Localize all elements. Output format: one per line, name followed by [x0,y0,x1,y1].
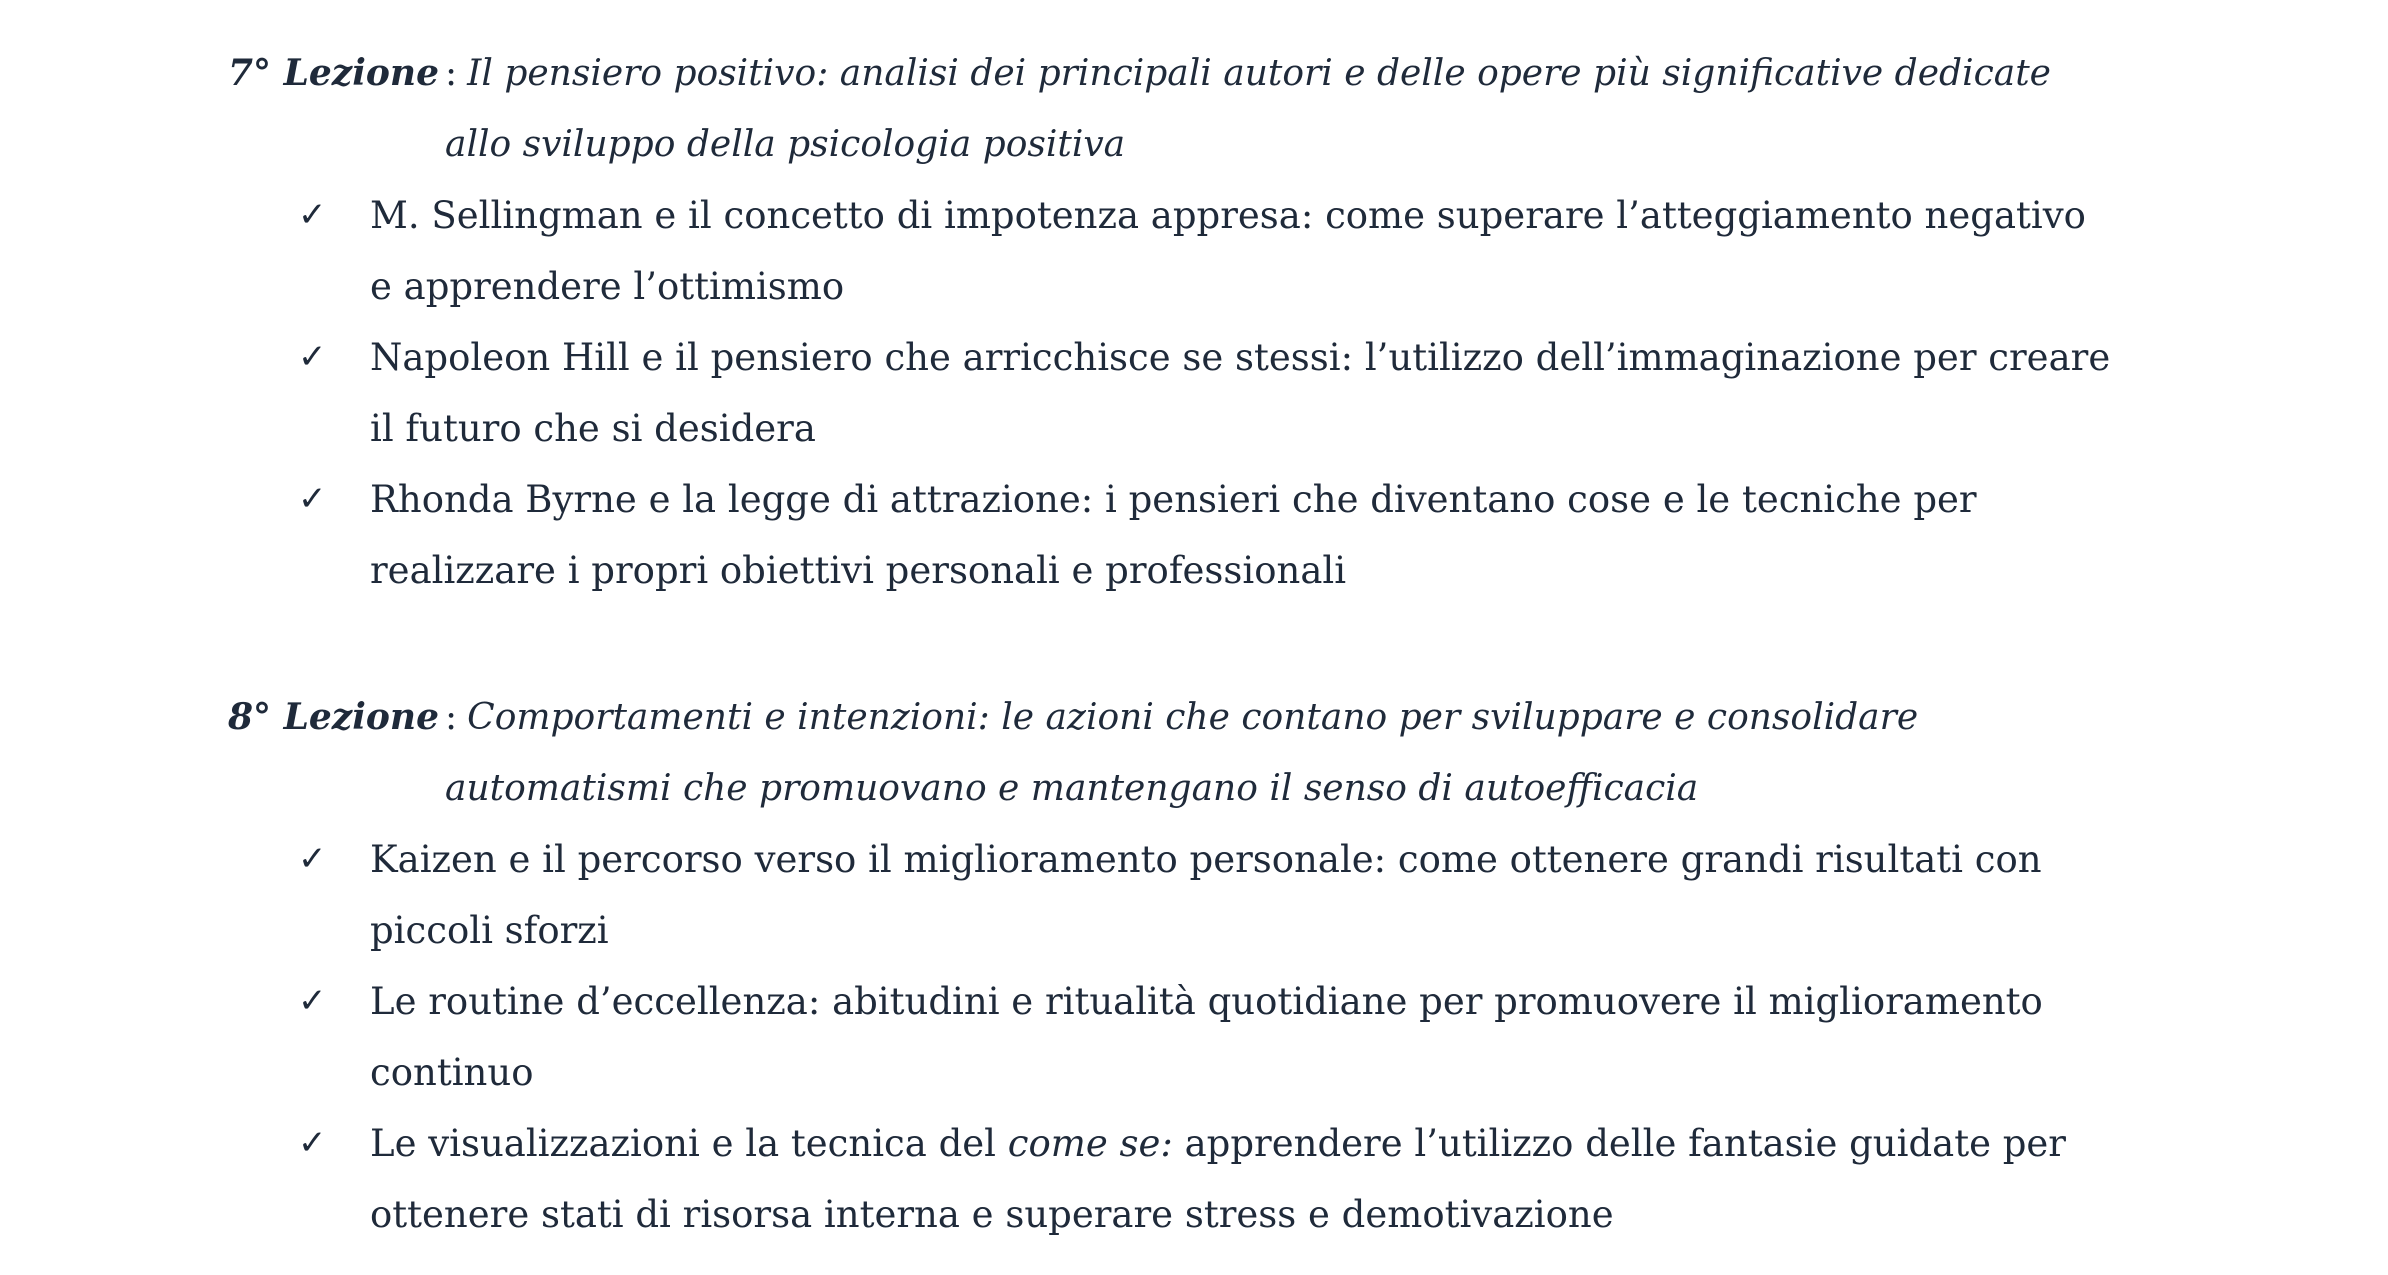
item-text-line1-post: apprendere l’utilizzo delle fantasie guidate per [1172,1122,2066,1165]
checkmark-icon: ✓ [298,479,327,519]
item-text-line2: ottenere stati di risorsa interna e superare stress e demotivazione [370,1193,1614,1236]
checkmark-icon: ✓ [298,839,327,879]
list-item [228,322,2320,464]
item-text-line2: e apprendere l’ottimismo [370,265,845,308]
item-text-line2: realizzare i propri obiettivi personali e professionali [370,549,1347,592]
lesson-title-line1: Il pensiero positivo: analisi dei principali autori e delle opere più significative dedicate [467,53,2051,94]
checkmark-icon: ✓ [298,1123,327,1163]
lesson-heading [228,38,2228,180]
item-text-line1: Kaizen e il percorso verso il miglioramento personale: come ottenere grandi risultati con [370,838,2042,881]
list-item [228,966,2320,1108]
lesson-separator: : [445,53,458,94]
item-text-line2: il futuro che si desidera [370,407,816,450]
list-item [228,1108,2320,1250]
checkmark-icon: ✓ [298,981,327,1021]
list-item [228,180,2320,322]
item-text-line1-pre: Le visualizzazioni e la tecnica del [370,1122,1008,1165]
lesson-8 [228,682,2228,1250]
lesson-number: 7° Lezione [228,52,440,94]
checkmark-icon: ✓ [298,337,327,377]
item-text-line2: continuo [370,1051,534,1094]
item-text-line1: Rhonda Byrne e la legge di attrazione: i pensieri che diventano cose e le tecniche per [370,478,1977,521]
lesson-heading [228,682,2228,824]
item-text-line1: Napoleon Hill e il pensiero che arricchisce se stessi: l’utilizzo dell’immaginazione per creare [370,336,2111,379]
lesson-7 [228,38,2228,606]
lesson-topic-list [228,824,2228,1250]
list-item [228,824,2320,966]
checkmark-icon: ✓ [298,195,327,235]
lesson-number: 8° Lezione [228,696,440,738]
item-text-emphasis: come se: [1007,1122,1173,1165]
item-text-line2: piccoli sforzi [370,909,609,952]
lesson-title-line2: allo sviluppo della psicologia positiva [445,124,1126,165]
lesson-separator: : [445,697,458,738]
item-text-line1: M. Sellingman e il concetto di impotenza appresa: come superare l’atteggiamento negativo [370,194,2086,237]
list-item [228,464,2320,606]
lesson-title-line1: Comportamenti e intenzioni: le azioni che contano per sviluppare e consolidare [467,697,1919,738]
item-text-line1: Le routine d’eccellenza: abitudini e ritualità quotidiane per promuovere il miglioramento [370,980,2043,1023]
lesson-title-line2: automatismi che promuovano e mantengano il senso di autoefficacia [445,768,1699,809]
lesson-topic-list [228,180,2228,606]
